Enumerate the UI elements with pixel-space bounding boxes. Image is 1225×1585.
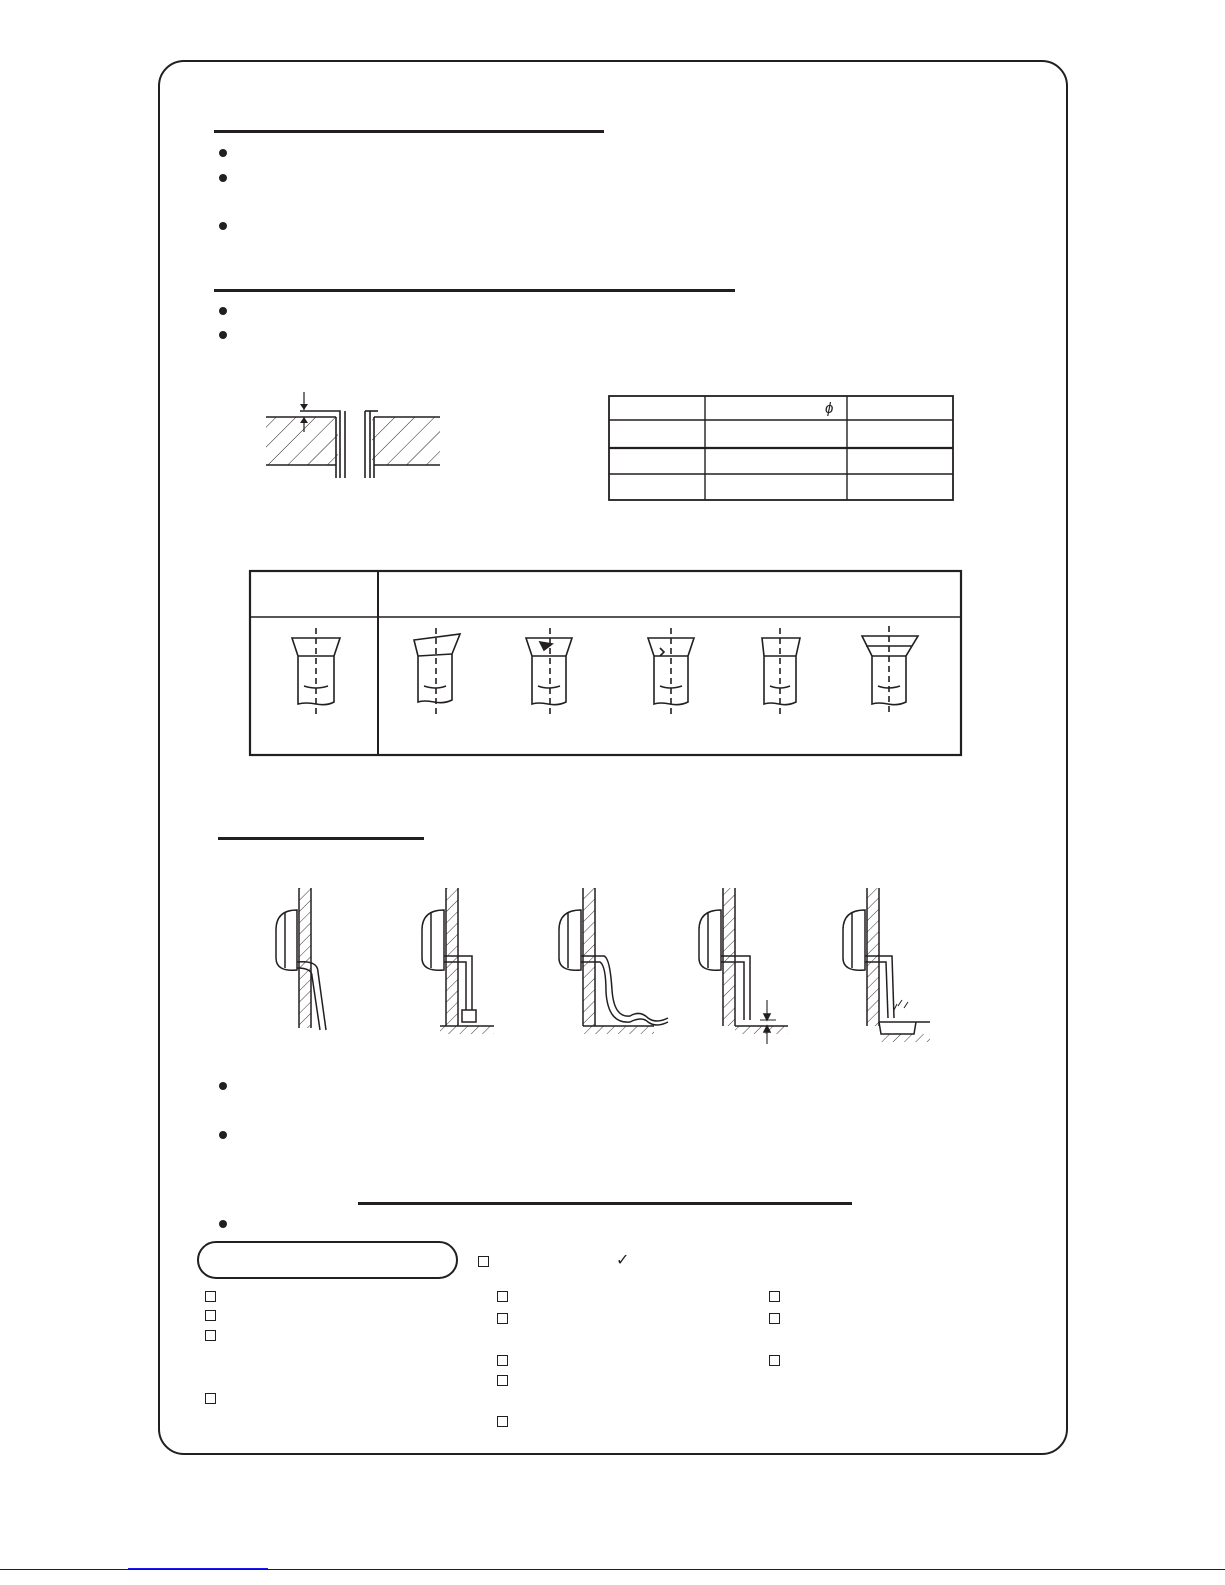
drain-diagram-2 — [422, 888, 494, 1034]
checkbox-icon[interactable] — [478, 1256, 489, 1267]
checkbox-icon[interactable] — [205, 1310, 216, 1321]
checkbox-icon[interactable] — [769, 1291, 780, 1302]
drain-diagram-5 — [843, 888, 930, 1042]
section-heading-rule-checklist — [358, 1202, 852, 1205]
checkbox-icon[interactable] — [205, 1330, 216, 1341]
check-mark-icon: ✓ — [616, 1252, 630, 1269]
checkbox-icon[interactable] — [769, 1355, 780, 1366]
checkbox-icon[interactable] — [497, 1291, 508, 1302]
diameter-symbol-icon: ϕ — [825, 400, 834, 417]
bullet-dot-icon — [219, 1082, 227, 1090]
drain-diagram-4 — [699, 888, 788, 1044]
bullet-dot-icon — [219, 1220, 227, 1228]
checkbox-icon[interactable] — [497, 1313, 508, 1324]
checkbox-icon[interactable] — [497, 1416, 508, 1427]
checklist-pill — [197, 1241, 458, 1279]
drain-diagram-1 — [276, 888, 326, 1030]
checkbox-icon[interactable] — [497, 1375, 508, 1386]
checkbox-icon[interactable] — [205, 1291, 216, 1302]
checkbox-icon[interactable] — [769, 1313, 780, 1324]
bullet-dot-icon — [219, 1131, 227, 1139]
footer-rule — [0, 1569, 1225, 1570]
checkbox-icon[interactable] — [205, 1393, 216, 1404]
checkbox-icon[interactable] — [497, 1355, 508, 1366]
drain-diagram-3 — [559, 888, 668, 1034]
